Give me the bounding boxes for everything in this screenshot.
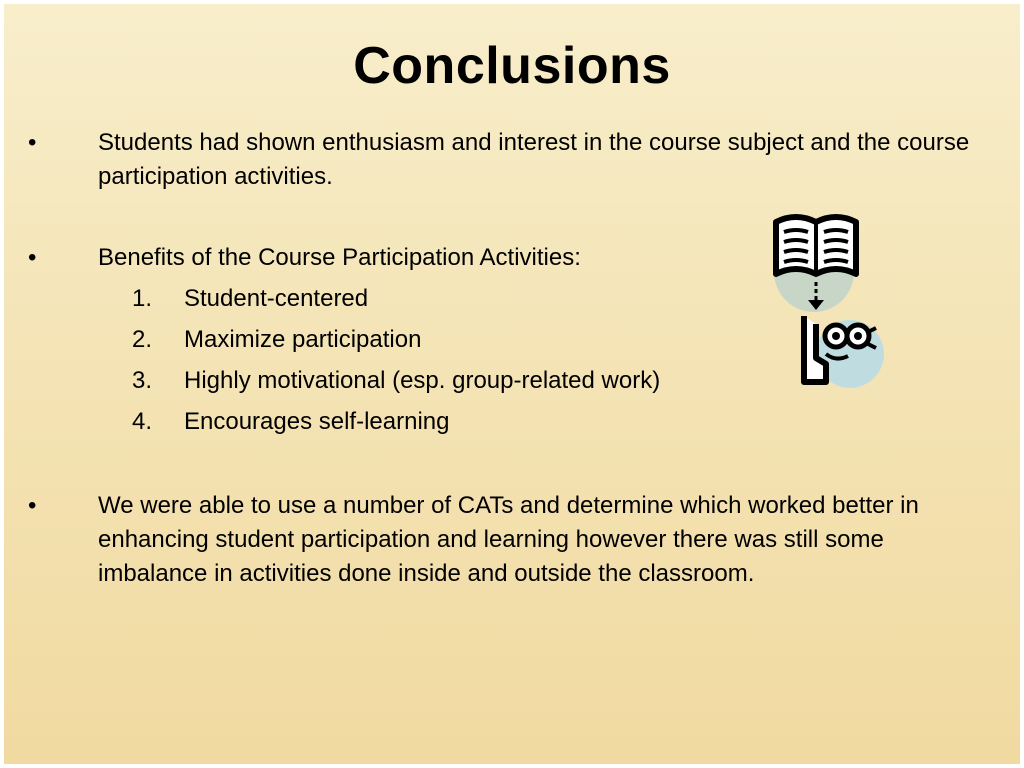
benefit-text: Maximize participation: [184, 326, 422, 353]
bullet-marker: •: [28, 129, 37, 156]
benefit-number: 3.: [132, 367, 153, 394]
benefit-text: Highly motivational (esp. group-related work): [184, 367, 661, 394]
benefit-number: 4.: [132, 408, 153, 435]
reading-clipart: [770, 212, 886, 402]
bullet-marker: •: [28, 244, 37, 271]
bullet-text: Benefits of the Course Participation Activities:: [98, 244, 581, 271]
bullet-text: Students had shown enthusiasm and interest in the course subject and the course participation activities.: [98, 129, 970, 190]
slide: [4, 4, 1020, 764]
bullet-text: We were able to use a number of CATs and determine which worked better in enhancing student participation and learning however there was still some imbalance in activities done inside and outside the classroom.: [98, 492, 919, 587]
benefit-number: 1.: [132, 285, 153, 312]
open-book-icon: [776, 217, 856, 274]
benefit-text: Encourages self-learning: [184, 408, 450, 435]
bullet-marker: •: [28, 492, 37, 519]
benefit-number: 2.: [132, 326, 153, 353]
benefit-text: Student-centered: [184, 285, 369, 312]
slide-title: Conclusions: [353, 37, 671, 95]
